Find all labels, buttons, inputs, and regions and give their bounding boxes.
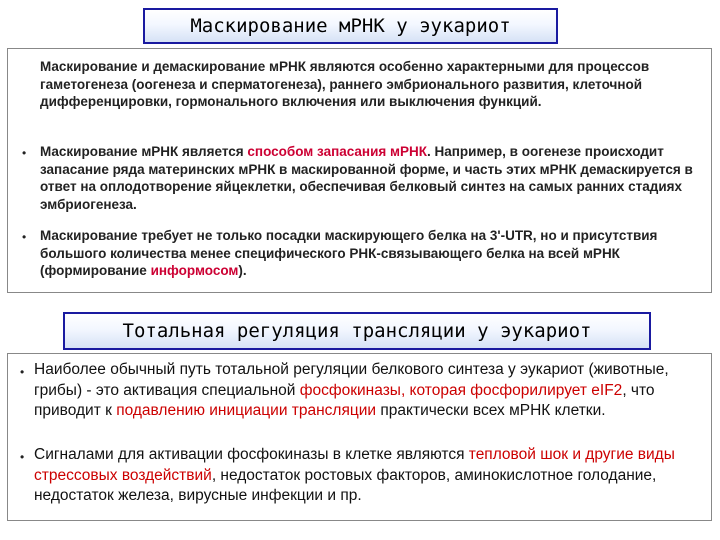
masking-p3-text-before: Маскирование требует не только посадки маскирующего белка на 3'-UTR, но и присутствия большого количества менее специфического РНК-связывающего белка на всей мРНК (формирование — [40, 228, 658, 278]
masking-p2-text-before: Маскирование мРНК является — [40, 144, 248, 159]
masking-content-panel — [7, 48, 712, 293]
masking-paragraph-2 — [40, 143, 700, 213]
regulation-p1-highlight-1: фосфокиназы, которая фосфорилирует eIF2 — [299, 381, 623, 399]
regulation-p2-text-1: Сигналами для активации фосфокиназы в клетке являются — [34, 446, 469, 463]
section-title-total-regulation-text: Тотальная регуляция трансляции у эукариот — [122, 320, 592, 342]
total-regulation-content-panel — [7, 353, 712, 521]
regulation-paragraph-1 — [34, 360, 706, 422]
section-title-masking-text: Маскирование мРНК у эукариот — [190, 15, 511, 37]
bullet-icon: • — [22, 146, 27, 160]
regulation-p2-highlight: тепловой шок и другие виды стрессовых воздействий — [34, 446, 675, 484]
bullet-icon: • — [20, 450, 25, 464]
masking-paragraph-1: Маскирование и демаскирование мРНК являются особенно характерными для процессов гаметогенеза (оогенеза и сперматогенеза), раннего эмбрионального развития, клеточной дифференцировки, гормонального включения или выключения функций. — [40, 59, 650, 109]
regulation-p1-text-3: практически всех мРНК клетки. — [376, 402, 606, 419]
regulation-paragraph-2 — [34, 445, 706, 507]
masking-p3-text-after: ). — [238, 263, 247, 278]
section-title-total-regulation — [63, 312, 651, 350]
masking-paragraph-3 — [40, 227, 700, 280]
regulation-p2-text-2: , недостаток ростовых факторов, аминокислотное голодание, недостаток железа, вирусные инфекции и пр. — [34, 466, 657, 504]
regulation-p1-text-1: Наиболее обычный путь тотальной регуляции белкового синтеза у эукариот (животные, грибы) - это активация специальной — [34, 361, 669, 399]
bullet-icon: • — [20, 365, 25, 379]
regulation-p1-text-2: , что приводит к — [34, 381, 655, 419]
regulation-p1-highlight-2: подавлению инициации трансляции — [116, 402, 377, 419]
bullet-icon: • — [22, 230, 27, 244]
masking-p2-text-after: . Например, в оогенезе происходит запасание ряда материнских мРНК в маскированной форме, и часть этих мРНК демаскируется в ответ на оплодотворение яйцеклетки, обеспечивая белковый синтез на самых ранних стадиях эмбриогенеза. — [40, 144, 693, 212]
masking-p2-highlight: способом запасания мРНК — [247, 144, 427, 159]
section-title-masking — [143, 8, 558, 44]
masking-p3-highlight: информосом — [150, 263, 239, 278]
